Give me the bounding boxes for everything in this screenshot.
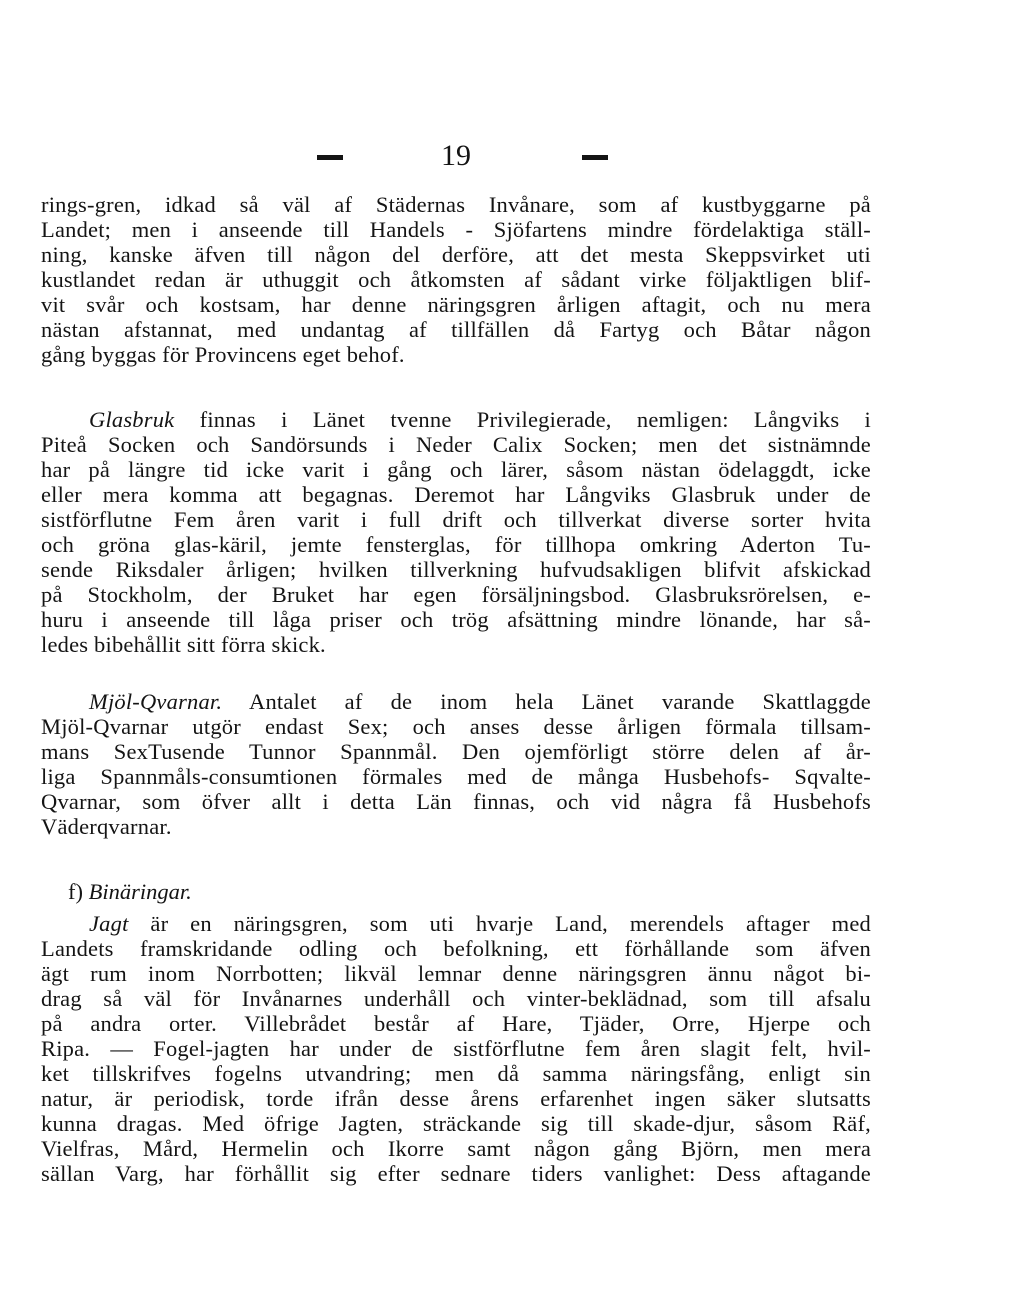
text-line: ägt rum inom Norrbotten; likväl lemnar denne näringsgren ännu något bi- xyxy=(41,961,871,986)
text-line: nästan afstannat, med undantag af tillfällen då Fartyg och Båtar någon xyxy=(41,317,871,342)
text-line: drag så väl för Invånarnes underhåll och vinter-beklädnad, som till afsalu xyxy=(41,986,871,1011)
text-line xyxy=(41,911,871,936)
text-line: ning, kanske äfven till någon del derföre, att det mesta Skeppsvirket uti xyxy=(41,242,871,267)
text-line: kunna dragas. Med öfrige Jagten, sträckande sig till skade-djur, såsom Räf, xyxy=(41,1111,871,1136)
page-header xyxy=(0,138,1024,174)
text-line xyxy=(41,407,871,432)
text-line: Mjöl-Qvarnar utgör endast Sex; och anses desse årligen förmala tillsam- xyxy=(41,714,871,739)
paragraph-title: Glasbruk xyxy=(89,407,175,432)
text-line: huru i anseende till låga priser och trög afsättning mindre lönande, har så- xyxy=(41,607,871,632)
text-run: Antalet af de inom hela Länet varande Skattlaggde xyxy=(249,689,871,714)
text-line: och gröna glas-käril, jemte fensterglas, för tillhopa omkring Aderton Tu- xyxy=(41,532,871,557)
text-line: Ripa. — Fogel-jagten har under de sistförflutne fem åren slagit felt, hvil- xyxy=(41,1036,871,1061)
section-title: Binäringar. xyxy=(88,879,192,904)
paragraph-mjol-qvarnar xyxy=(41,689,871,839)
section-heading xyxy=(68,879,192,904)
text-line: eller mera komma att begagnas. Deremot har Långviks Glasbruk under de xyxy=(41,482,871,507)
text-line: sende Riksdaler årligen; hvilken tillverkning hufvudsakligen blifvit afskickad xyxy=(41,557,871,582)
text-line: Qvarnar, som öfver allt i detta Län finnas, och vid några få Husbehofs xyxy=(41,789,871,814)
text-line: sällan Varg, har förhållit sig efter sednare tiders vanlighet: Dess aftagande xyxy=(41,1161,871,1186)
text-line: Väderqvarnar. xyxy=(41,814,172,839)
text-line: Landets framskridande odling och befolkning, ett förhållande som äfven xyxy=(41,936,871,961)
text-line: gång byggas för Provincens eget behof. xyxy=(41,342,405,367)
text-line: sistförflutne Fem åren varit i full drift och tillverkat diverse sorter hvita xyxy=(41,507,871,532)
text-line: på Stockholm, der Bruket har egen försäljningsbod. Glasbruksrörelsen, e- xyxy=(41,582,871,607)
section-label: f) xyxy=(68,879,83,904)
paragraph-glasbruk xyxy=(41,407,871,657)
text-line: Vielfras, Mård, Hermelin och Ikorre samt någon gång Björn, men mera xyxy=(41,1136,871,1161)
text-line xyxy=(41,689,871,714)
text-line: rings-gren, idkad så väl af Städernas Invånare, som af kustbyggarne på xyxy=(41,192,871,217)
page-number: 19 xyxy=(441,139,471,172)
header-dash-right xyxy=(582,155,608,160)
paragraph-title: Jagt xyxy=(89,911,129,936)
text-line: Landet; men i anseende till Handels - Sjöfartens mindre fördelaktiga ställ- xyxy=(41,217,871,242)
text-line: ket tillskrifves fogelns utvandring; men då samma näringsfång, enligt sin xyxy=(41,1061,871,1086)
text-line: Piteå Socken och Sandörsunds i Neder Calix Socken; men det sistnämnde xyxy=(41,432,871,457)
text-line: liga Spannmåls-consumtionen förmales med de många Husbehofs- Sqvalte- xyxy=(41,764,871,789)
text-line: vit svår och kostsam, har denne näringsgren årligen aftagit, och nu mera xyxy=(41,292,871,317)
paragraph-fishing-continued xyxy=(41,192,871,367)
text-line: på andra orter. Villebrådet består af Hare, Tjäder, Orre, Hjerpe och xyxy=(41,1011,871,1036)
text-line: mans SexTusende Tunnor Spannmål. Den ojemförligt större delen af år- xyxy=(41,739,871,764)
text-line: natur, är periodisk, torde ifrån desse årens erfarenhet ingen säker slutsatts xyxy=(41,1086,871,1111)
text-line: har på längre tid icke varit i gång och lärer, såsom nästan ödelaggdt, icke xyxy=(41,457,871,482)
header-dash-left xyxy=(317,155,343,160)
text-run: finnas i Länet tvenne Privilegierade, nemligen: Långviks i xyxy=(199,407,871,432)
text-line: ledes bibehållit sitt förra skick. xyxy=(41,632,326,657)
text-line: kustlandet redan är uthuggit och åtkomsten af sådant virke följaktligen blif- xyxy=(41,267,871,292)
paragraph-title: Mjöl-Qvarnar. xyxy=(89,689,223,714)
text-run: är en näringsgren, som uti hvarje Land, merendels aftager med xyxy=(150,911,872,936)
paragraph-jagt xyxy=(41,911,871,1186)
